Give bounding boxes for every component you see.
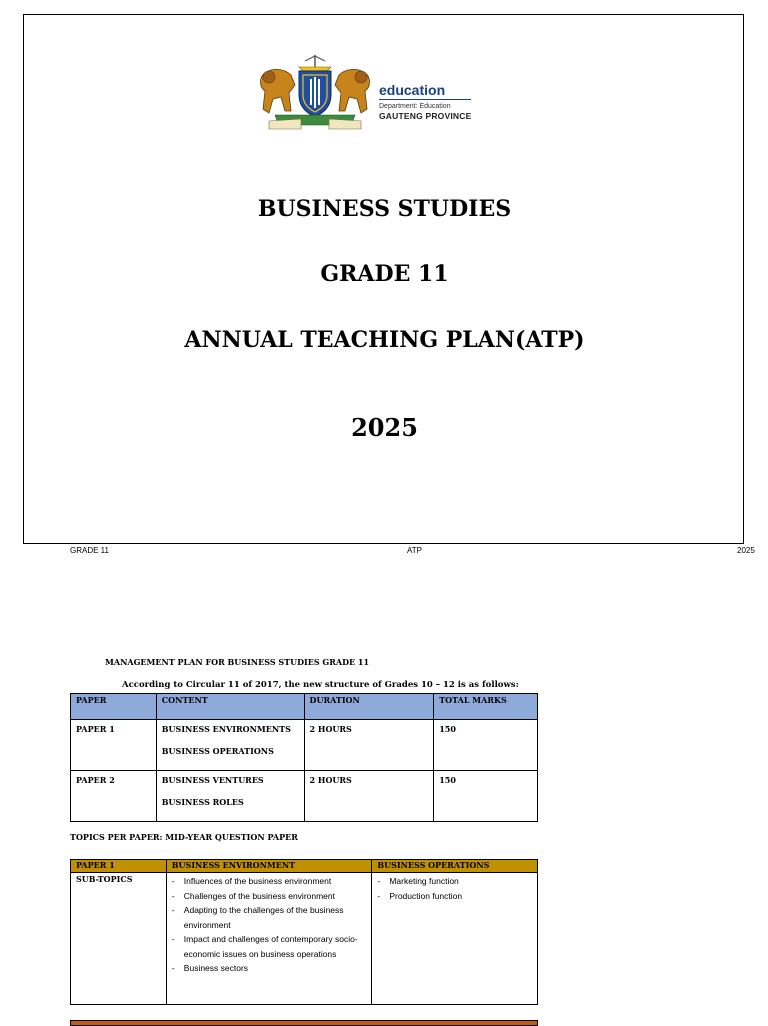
table-row — [71, 873, 538, 1005]
cover-title-plan: ANNUAL TEACHING PLAN(ATP) — [184, 327, 585, 353]
marks-cell: 150 — [434, 720, 538, 771]
content-line: BUSINESS VENTURES — [161, 775, 264, 785]
content-line: BUSINESS ROLES — [161, 797, 244, 807]
logo-province: GAUTENG PROVINCE — [379, 111, 472, 121]
header-business-operations: BUSINESS OPERATIONS — [372, 860, 538, 873]
content-line: BUSINESS ENVIRONMENTS — [161, 724, 291, 734]
topics-heading: TOPICS PER PAPER: MID-YEAR QUESTION PAPER — [70, 832, 298, 842]
management-plan-heading: MANAGEMENT PLAN FOR BUSINESS STUDIES GRADE 11 — [105, 657, 370, 667]
logo-text — [379, 83, 471, 122]
duration-cell: 2 HOURS — [304, 771, 434, 822]
content-line: BUSINESS OPERATIONS — [161, 746, 274, 756]
paper-structure-table — [70, 693, 538, 822]
header-paper-1: PAPER 1 — [71, 860, 167, 873]
list-item: - Adapting to the challenges of the business environment — [172, 903, 367, 932]
header-duration: DURATION — [304, 694, 434, 720]
content-cell — [156, 771, 304, 822]
cover-page — [23, 14, 744, 544]
footer-left: GRADE 11 — [70, 546, 109, 555]
list-item: - Impact and challenges of contemporary socio-economic issues on business operations — [172, 932, 367, 961]
footer-center: ATP — [407, 546, 422, 555]
paper-cell: PAPER 2 — [71, 771, 157, 822]
next-table-header-edge — [70, 1020, 538, 1026]
header-paper: PAPER — [71, 694, 157, 720]
table-row — [71, 771, 538, 822]
header-content: CONTENT — [156, 694, 304, 720]
paper-cell: PAPER 1 — [71, 720, 157, 771]
list-item: - Influences of the business environment — [172, 874, 367, 889]
topics-table — [70, 859, 538, 1005]
footer-right: 2025 — [737, 546, 755, 555]
marks-cell: 150 — [434, 771, 538, 822]
logo-brand: education — [379, 82, 446, 98]
duration-cell: 2 HOURS — [304, 720, 434, 771]
content-cell — [156, 720, 304, 771]
sub-topics-label: SUB-TOPICS — [71, 873, 167, 1005]
table-header-row — [71, 694, 538, 720]
table-row — [71, 720, 538, 771]
list-item: - Marketing function — [377, 874, 532, 889]
cover-title-grade: GRADE 11 — [320, 261, 449, 287]
cover-title-year: 2025 — [351, 413, 418, 442]
operations-topic-list — [377, 874, 532, 903]
list-item: - Challenges of the business environment — [172, 889, 367, 904]
coat-of-arms-icon — [255, 53, 375, 131]
management-plan-intro: According to Circular 11 of 2017, the new structure of Grades 10 – 12 is as follows: — [122, 680, 519, 690]
table-header-row — [71, 860, 538, 873]
environment-topics-cell — [166, 873, 372, 1005]
logo-rule — [379, 99, 471, 100]
list-item: - Business sectors — [172, 961, 367, 976]
header-business-environment: BUSINESS ENVIRONMENT — [166, 860, 372, 873]
logo-department: Department: Education — [379, 103, 451, 110]
gauteng-education-logo — [255, 53, 485, 133]
list-item: - Production function — [377, 889, 532, 904]
environment-topic-list — [172, 874, 367, 976]
operations-topics-cell — [372, 873, 538, 1005]
cover-title-subject: BUSINESS STUDIES — [257, 196, 512, 222]
header-total-marks: TOTAL MARKS — [434, 694, 538, 720]
